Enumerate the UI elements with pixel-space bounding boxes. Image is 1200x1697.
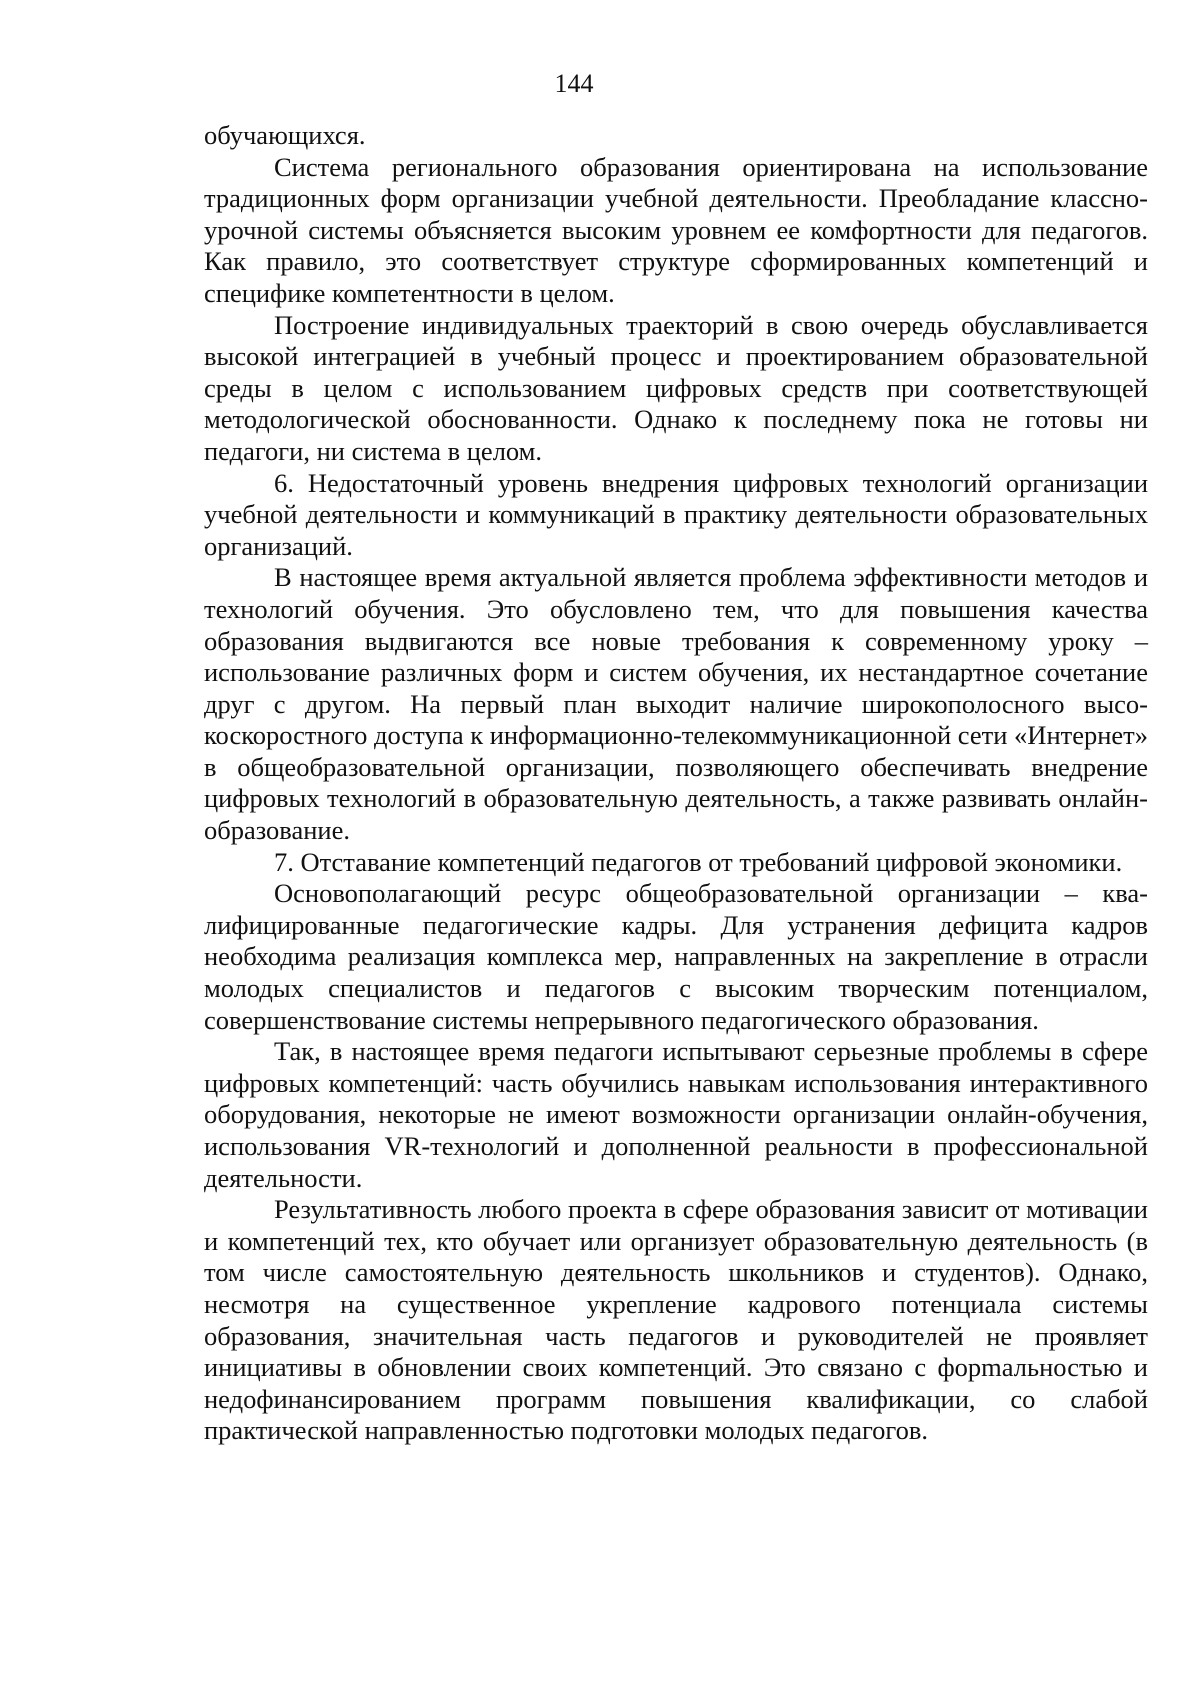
paragraph: Результативность любого проекта в сфере образования зависит от мотивации и компетенций тех, кто обучает или организует образовательную деятельность (в том числе самостоятельную деятельность школьников и студентов). Однако, несмотря на существенное укрепление кадрового потенциала системы образования, значительная часть педагогов и руководителей не проявляет инициативы в обновлении своих компетенций. Это связано с форmальностью и недофинансированием программ повышения квалификации, со слабой практической направленностью подготовки молодых педагогов. bbox=[204, 1194, 1148, 1446]
paragraph: Система регионального образования ориентирована на использование традиционных форм организации учебной деятельности. Преобладание классно-урочной системы объясняется высоким уровнем ее комфортности для педагогов. Как правило, это соответствует структуре сформированных компетенций и специфике компетентности в целом. bbox=[204, 151, 1148, 308]
numbered-paragraph: 7. Отставание компетенций педагогов от требований цифровой экономики. bbox=[274, 846, 1123, 877]
paragraph: Так, в настоящее время педагоги испытывают серьезные проблемы в сфере цифровых компетенций: часть обучились навыкам использования интерактивного оборудования, некоторые не имеют возможности организации онлайн-обучения, использования VR-технологий и дополненной реальности в профессиональной деятельности. bbox=[204, 1036, 1148, 1193]
paragraph: Построение индивидуальных траекторий в свою очередь обуславливается высокой интеграцией в учебный процесс и проектированием образовательной среды в целом с использованием цифровых средств при соответствующей методологической обоснованности. Однако к последнему пока не готовы ни педагоги, ни система в целом. bbox=[204, 309, 1148, 466]
text-body bbox=[204, 120, 1148, 1447]
paragraph: Основополагающий ресурс общеобразовательной организации – квалифицированные педагогические кадры. Для устранения дефицита кадров необходима реализация комплекса мер, направленных на закрепление в отрасли молодых специалистов и педагогов с высоким творческим потенциалом, совершенствование системы непрерывного педагогического образования. bbox=[204, 878, 1148, 1035]
paragraph: В настоящее время актуальной является проблема эффективности методов и технологий обучения. Это обусловлено тем, что для повышения качества образования выдвигаются все новые требования к современному уроку – использование различных форм и систем обучения, их нестандартное сочетание друг с другом. На первый план выходит наличие широкополосного высокоскоростного доступа к информационно-телекоммуникационной сети «Интернет» в общеобразовательной организации, позволяющего обеспечивать внедрение цифровых технологий в образовательную деятельность, а также развивать онлайн-образование. bbox=[204, 562, 1148, 846]
numbered-paragraph: 6. Недостаточный уровень внедрения цифровых технологий организации учебной деятельности и коммуникаций в практику деятельности образовательных организаций. bbox=[204, 467, 1148, 561]
paragraph-continuation: обучающихся. bbox=[204, 120, 366, 150]
page-number: 144 bbox=[554, 69, 594, 98]
